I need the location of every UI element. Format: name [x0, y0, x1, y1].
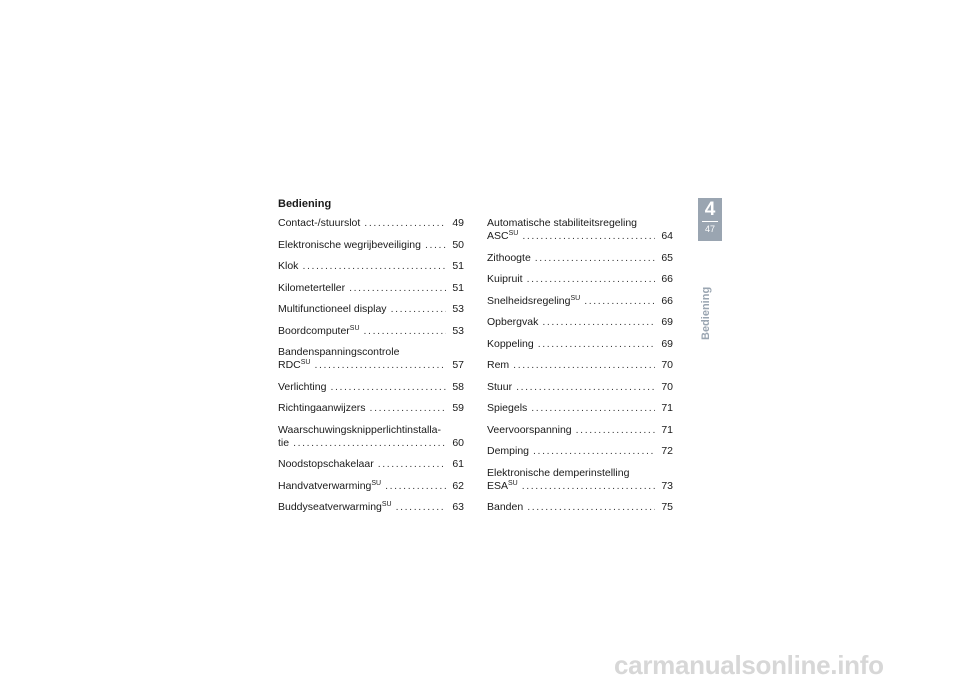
toc-page-number: 61: [452, 458, 464, 470]
toc-entry[interactable]: [278, 381, 464, 394]
toc-entry[interactable]: [278, 501, 464, 514]
toc-entry[interactable]: [487, 316, 673, 329]
toc-page-number: 65: [661, 251, 673, 264]
toc-entry[interactable]: [487, 273, 673, 286]
toc-entry-label: Opbergvak: [487, 316, 539, 328]
toc-page-number: 51: [452, 260, 464, 272]
toc-entry-label: Stuur: [487, 380, 513, 393]
toc-entry-label-group: [278, 239, 421, 252]
special-equipment-marker: SU: [300, 359, 311, 366]
toc-entry[interactable]: [487, 467, 673, 493]
toc-entry-label: Noodstopschakelaar: [278, 458, 374, 470]
toc-entry[interactable]: [487, 381, 673, 394]
toc-page-number: 58: [452, 380, 464, 393]
toc-entry-line: [278, 217, 464, 230]
toc-entry[interactable]: [487, 402, 673, 415]
toc-entry[interactable]: [278, 260, 464, 273]
toc-entry-label: Buddyseatverwarming: [278, 501, 382, 513]
toc-entry-label: Klok: [278, 260, 299, 272]
special-equipment-marker: SU: [508, 230, 519, 237]
dot-leader: [513, 359, 655, 372]
watermark: carmanualsonline.info: [614, 650, 884, 680]
toc-entry-line: [278, 437, 464, 450]
toc-entry-title-line: Waarschuwingsknipperlichtinstalla-: [278, 423, 442, 436]
toc-entry-line: [487, 338, 673, 351]
chapter-number: 4: [704, 199, 716, 220]
special-equipment-marker: SU: [381, 501, 392, 508]
dot-leader: [370, 402, 446, 415]
dot-leader: [385, 480, 446, 493]
toc-entry-label: Veervoorspanning: [487, 423, 572, 436]
toc-entry-label-group: [278, 501, 392, 514]
dot-leader: [527, 273, 655, 286]
toc-left-column: [278, 217, 464, 523]
special-equipment-marker: SU: [371, 479, 382, 487]
toc-entry-label-group: [278, 381, 326, 394]
toc-entry[interactable]: [278, 303, 464, 316]
toc-page-number: 50: [452, 238, 464, 251]
toc-entry[interactable]: [487, 424, 673, 437]
dot-leader: [314, 359, 446, 372]
toc-entry-label-group: [487, 273, 523, 286]
toc-entry-label-group: [487, 445, 529, 458]
toc-entry-label-group: [278, 402, 366, 415]
toc-entry-label: ESA: [487, 479, 509, 492]
side-chapter-label: Bediening: [700, 286, 712, 340]
section-title: Bediening: [278, 198, 332, 210]
toc-page-number: 49: [452, 217, 464, 229]
toc-entry-label-group: [487, 338, 534, 351]
toc-page-number: 73: [661, 479, 673, 492]
toc-entry-label: Elektronische wegrijbeveiliging: [278, 238, 421, 251]
toc-entry-label-group: [487, 252, 531, 265]
toc-entry[interactable]: [487, 295, 673, 308]
dot-leader: [542, 316, 655, 329]
toc-entry-line: [487, 381, 673, 394]
toc-entry-label: Rem: [487, 359, 510, 371]
toc-page-number: 70: [661, 359, 673, 371]
toc-entry-line: [278, 458, 464, 471]
toc-entry-label-group: [278, 325, 360, 338]
toc-entry-label: ASC: [487, 230, 509, 242]
toc-entry[interactable]: [487, 359, 673, 372]
toc-entry-label-group: [487, 480, 518, 493]
toc-entry-label-group: [278, 458, 374, 471]
toc-entry-line: [278, 282, 464, 295]
toc-entry-line: [278, 325, 464, 338]
toc-entry[interactable]: [278, 217, 464, 230]
toc-entry-label-group: [487, 316, 538, 329]
toc-entry-label: Kilometerteller: [278, 281, 346, 294]
dot-leader: [391, 303, 446, 316]
toc-entry[interactable]: [278, 402, 464, 415]
dot-leader: [531, 402, 655, 415]
toc-page-number: 64: [661, 230, 673, 242]
dot-leader: [364, 217, 446, 230]
toc-right-column: [487, 217, 673, 523]
dot-leader: [538, 338, 655, 351]
toc-entry-label-group: [278, 359, 310, 372]
toc-entry-label-group: [278, 217, 360, 230]
dot-leader: [349, 282, 446, 295]
toc-page-number: 66: [661, 294, 673, 307]
dot-leader: [522, 480, 655, 493]
toc-entry-line: [487, 424, 673, 437]
toc-entry[interactable]: [487, 501, 673, 514]
toc-page-number: 57: [452, 359, 464, 371]
toc-entry-label: Richtingaanwijzers: [278, 402, 366, 414]
toc-entry-label: Kuipruit: [487, 273, 523, 285]
toc-entry[interactable]: [278, 424, 464, 450]
toc-entry-title-line: Elektronische demperinstelling: [487, 466, 630, 479]
toc-entry-line: [487, 359, 673, 372]
toc-entry-line: [278, 260, 464, 273]
toc-page-number: 66: [661, 273, 673, 285]
toc-entry-label-group: [487, 501, 523, 514]
toc-entry[interactable]: [278, 282, 464, 295]
chapter-tab: [698, 198, 722, 241]
toc-entry-label-group: [278, 480, 381, 493]
toc-entry-line: [487, 480, 673, 493]
toc-page-number: 71: [661, 423, 673, 436]
toc-entry-line: [487, 252, 673, 265]
dot-leader: [576, 424, 655, 437]
toc-entry-label: Snelheidsregeling: [487, 294, 571, 307]
toc-entry-label: Spiegels: [487, 402, 528, 414]
toc-entry-line: [278, 359, 464, 372]
dot-leader: [302, 260, 446, 273]
dot-leader: [425, 239, 446, 252]
toc-entry-line: [487, 295, 673, 308]
toc-entry-label-group: [487, 359, 509, 372]
special-equipment-marker: SU: [349, 324, 360, 332]
toc-page-number: 53: [452, 303, 464, 315]
dot-leader: [396, 501, 446, 514]
toc-entry-label: Verlichting: [278, 380, 327, 393]
dot-leader: [533, 445, 655, 458]
special-equipment-marker: SU: [570, 294, 581, 302]
toc-page-number: 60: [452, 436, 464, 449]
toc-entry-line: [487, 402, 673, 415]
toc-entry-label: RDC: [278, 359, 301, 371]
toc-entry-label: Zithoogte: [487, 251, 531, 264]
toc-entry-label: tie: [278, 436, 290, 449]
dot-leader: [293, 437, 446, 450]
toc-entry-label: Contact-/stuurslot: [278, 217, 361, 229]
special-equipment-marker: SU: [508, 479, 518, 487]
dot-leader: [378, 458, 446, 471]
toc-entry-label: Multifunctioneel display: [278, 303, 387, 315]
toc-page-number: 53: [452, 324, 464, 337]
toc-page-number: 63: [452, 501, 464, 513]
toc-entry-line: [487, 273, 673, 286]
toc-entry-label-group: [278, 437, 289, 450]
dot-leader: [584, 295, 655, 308]
toc-entry-line: [278, 239, 464, 252]
toc-entry-line: [487, 501, 673, 514]
toc-page-number: 75: [661, 501, 673, 513]
dot-leader: [516, 381, 655, 394]
toc-entry-label: Banden: [487, 501, 524, 513]
toc-page-number: 70: [661, 380, 673, 393]
toc-entry-label-group: [278, 260, 298, 273]
toc-entry[interactable]: [487, 338, 673, 351]
dot-leader: [522, 230, 655, 243]
toc-entry-title-line: Automatische stabiliteitsregeling: [487, 217, 637, 229]
toc-entry-label-group: [487, 230, 518, 243]
toc-entry-label-group: [487, 402, 527, 415]
toc-page-number: 59: [452, 402, 464, 414]
dot-leader: [364, 325, 446, 338]
dot-leader: [527, 501, 655, 514]
toc-entry-line: [278, 303, 464, 316]
toc-entry-line: [278, 501, 464, 514]
toc-page-number: 62: [452, 479, 464, 492]
toc-entry-label-group: [487, 381, 512, 394]
toc-entry-line: [278, 402, 464, 415]
page-number: 47: [704, 224, 715, 234]
toc-entry[interactable]: [278, 458, 464, 471]
toc-entry-line: [487, 445, 673, 458]
dot-leader: [535, 252, 655, 265]
dot-leader: [330, 381, 446, 394]
toc-page-number: 69: [661, 316, 673, 328]
toc-entry-label-group: [278, 282, 345, 295]
toc-entry[interactable]: [487, 445, 673, 458]
toc-entry[interactable]: [278, 346, 464, 372]
chapter-tab-divider: [702, 221, 718, 222]
toc-entry[interactable]: [278, 325, 464, 338]
toc-entry-label: Handvatverwarming: [278, 479, 372, 492]
toc-entry-line: [278, 480, 464, 493]
toc-page-number: 72: [661, 445, 673, 457]
toc-entry-line: [278, 381, 464, 394]
toc-entry-title-line: Bandenspanningscontrole: [278, 346, 400, 358]
toc-page-number: 51: [452, 281, 464, 294]
toc-entry-label-group: [278, 303, 387, 316]
toc-entry-line: [487, 316, 673, 329]
toc-entry-label: Demping: [487, 445, 530, 457]
toc-entry-line: [487, 230, 673, 243]
toc-page-number: 71: [661, 402, 673, 414]
toc-entry-label-group: [487, 424, 572, 437]
toc-entry[interactable]: [487, 217, 673, 243]
toc-entry[interactable]: [278, 239, 464, 252]
toc-entry-label-group: [487, 295, 580, 308]
toc-page-number: 69: [661, 337, 673, 350]
toc-entry[interactable]: [487, 252, 673, 265]
toc-entry-label: Koppeling: [487, 337, 534, 350]
toc-entry[interactable]: [278, 480, 464, 493]
toc-entry-label: Boordcomputer: [278, 324, 350, 337]
